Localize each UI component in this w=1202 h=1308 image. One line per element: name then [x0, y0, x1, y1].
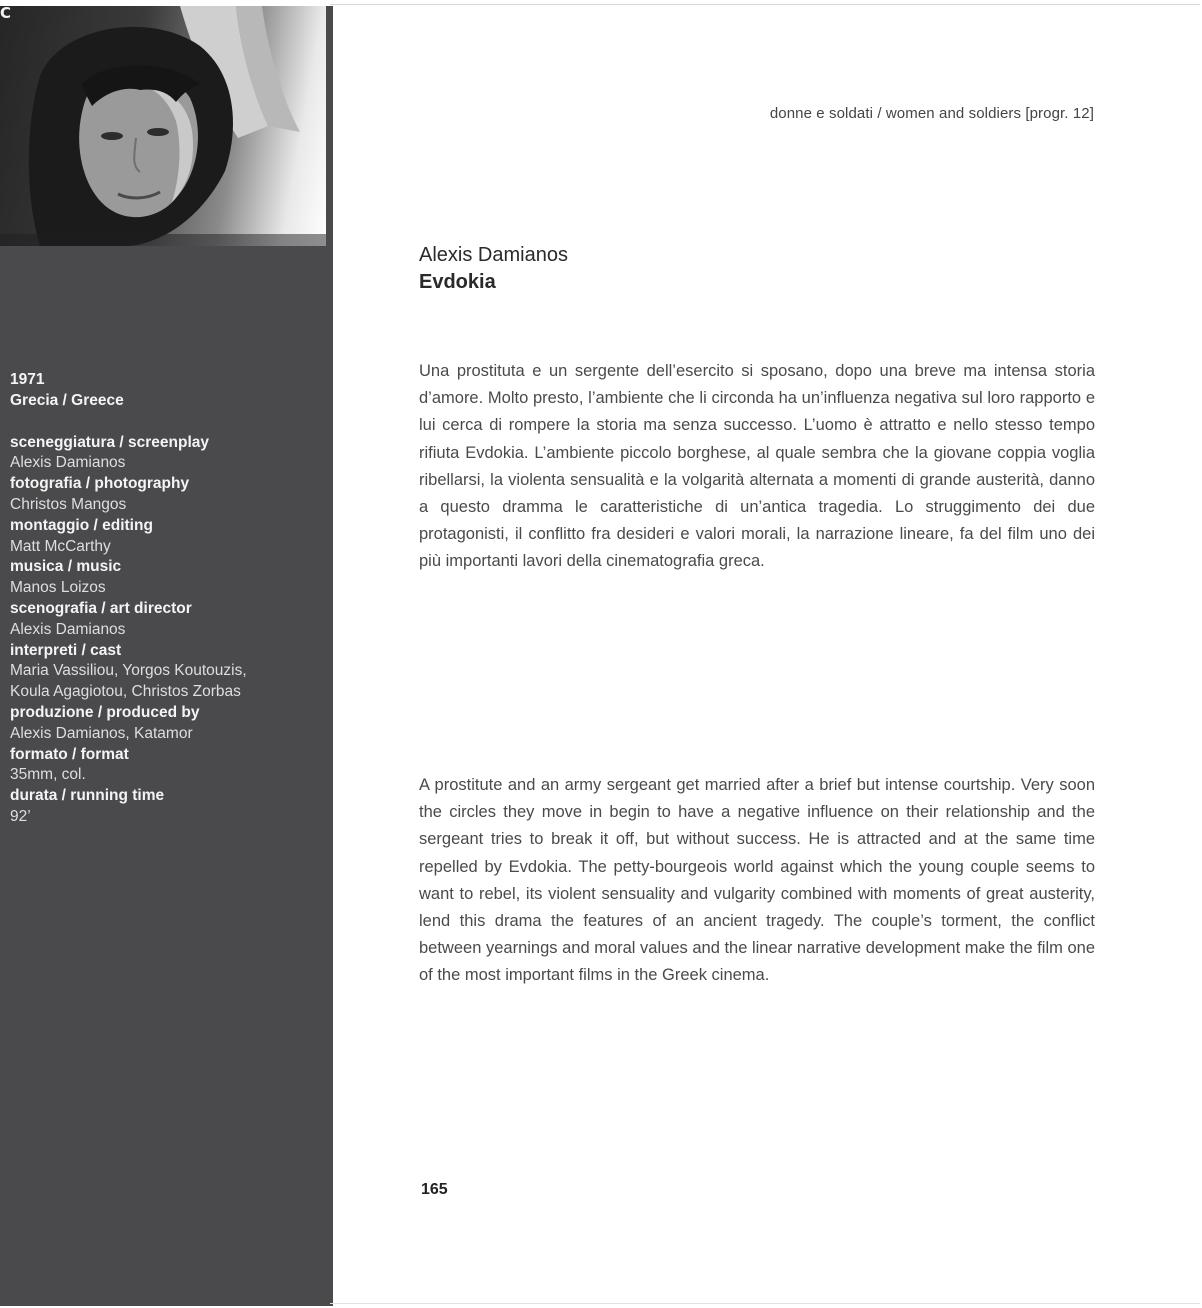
page-number: 165 [421, 1181, 448, 1198]
credit-label-art-director: scenografia / art director [10, 599, 192, 617]
portrait-photo [0, 6, 326, 246]
credit-label-format: formato / format [10, 745, 129, 763]
series-header: donne e soldati / women and soldiers [progr. 12] [769, 105, 1094, 122]
credit-value-cast-line-1: Maria Vassiliou, Yorgos Koutouzis, [10, 662, 247, 680]
credit-value-photography: Christos Mangos [10, 495, 127, 513]
film-title: Evdokia [419, 271, 496, 293]
director-name: Alexis Damianos [419, 244, 568, 266]
credit-value-art-director: Alexis Damianos [10, 620, 126, 638]
credits-sidebar [0, 6, 333, 1306]
top-rule [330, 4, 1200, 5]
synopsis-italian: Una prostituta e un sergente dell’esercito si sposano, dopo una breve ma intensa storia d’amore. Molto presto, l’ambiente che li circonda ha un’influenza negativa sul loro rapporto e lui cerca di rompere la storia ma senza successo. L’uomo è attratto e nello stesso tempo rifiuta Evdokia. L’ambiente piccolo borghese, al quale sembra che la giovane coppia voglia ribellarsi, la violenta sensualità e la volgarità alternata a momenti di grande austerità, danno a questo dramma le caratteristiche di un’antica tragedia. Lo struggimento dei due protagonisti, il conflitto fra desideri e valori morali, la narrazione lineare, fa del film uno dei più importanti lavori della cinematografia greca. [419, 362, 1095, 571]
film-country: Grecia / Greece [10, 391, 124, 409]
credits-list [10, 370, 328, 828]
credit-value-running-time: 92’ [10, 807, 31, 825]
credits-spacer [10, 412, 328, 433]
credit-label-screenplay: sceneggiatura / screenplay [10, 433, 210, 451]
credit-label-running-time: durata / running time [10, 787, 165, 805]
credit-value-screenplay: Alexis Damianos [10, 454, 126, 472]
portrait-photo-icon [0, 6, 326, 246]
credit-value-editing: Matt McCarthy [10, 537, 111, 555]
synopsis-english: A prostitute and an army sergeant get married after a brief but intense courtship. Very soon the circles they move in begin to have a negative influence on their relationship and the sergeant tries to break it off, but without success. He is attracted and at the same time repelled by Evdokia. The petty-bourgeois world against which the young couple seems to want to rebel, its violent sensuality and vulgarity combined with moments of great austerity, lend this drama the features of an ancient tragedy. The couple’s torment, the conflict between yearnings and moral values and the linear narrative development make the film one of the most important films in the Greek cinema. [419, 776, 1095, 985]
film-year: 1971 [10, 371, 45, 388]
credit-value-cast-line-2: Koula Agagiotou, Christos Zorbas [10, 683, 241, 701]
credit-value-produced-by: Alexis Damianos, Katamor [10, 724, 193, 742]
credit-label-music: musica / music [10, 558, 122, 576]
credit-label-produced-by: produzione / produced by [10, 703, 200, 721]
credit-label-editing: montaggio / editing [10, 516, 153, 534]
credit-label-photography: fotografia / photography [10, 475, 190, 493]
credit-label-cast: interpreti / cast [10, 641, 122, 659]
credit-value-music: Manos Loizos [10, 579, 106, 597]
bottom-rule [330, 1303, 1200, 1304]
corner-mark: C [0, 4, 12, 22]
credit-value-format: 35mm, col. [10, 766, 86, 784]
